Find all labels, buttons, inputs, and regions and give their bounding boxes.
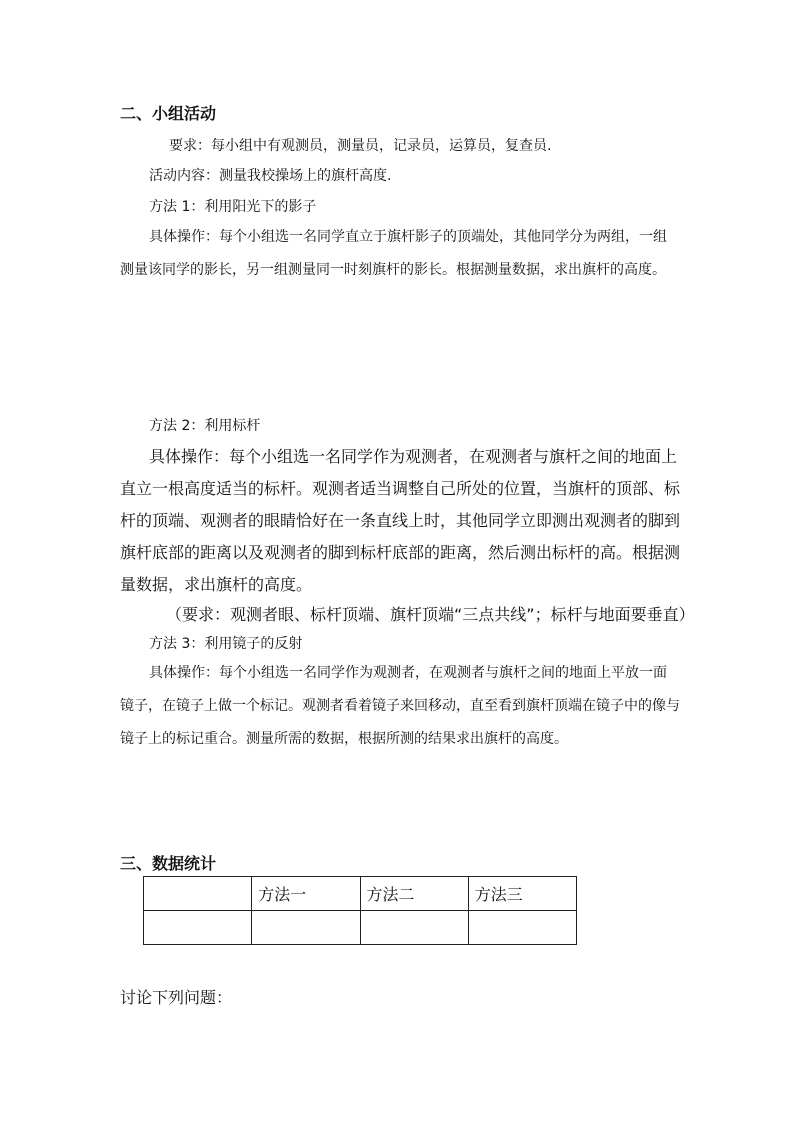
method2-line-4: 旗杆底部的距离以及观测者的脚到标杆底部的距离，然后测出标杆的高。根据测 bbox=[120, 543, 681, 562]
table-header-cell bbox=[144, 877, 252, 911]
discussion-prompt: 讨论下列问题： bbox=[120, 988, 233, 1007]
method1-title: 方法 1：利用阳光下的影子 bbox=[149, 199, 317, 215]
requirement-text: 要求：每小组中有观测员，测量员，记录员，运算员，复查员. bbox=[169, 138, 552, 154]
method3-title: 方法 3：利用镜子的反射 bbox=[149, 636, 303, 652]
table-header-cell: 方法三 bbox=[468, 877, 576, 911]
method3-line-3: 镜子上的标记重合。测量所需的数据，根据所测的结果求出旗杆的高度。 bbox=[120, 731, 568, 747]
method2-line-3: 杆的顶端、观测者的眼睛恰好在一条直线上时，其他同学立即测出观测者的脚到 bbox=[120, 511, 681, 530]
method2-note: （要求：观测者眼、标杆顶端、旗杆顶端“三点共线”；标杆与地面要垂直） bbox=[166, 605, 695, 624]
table-cell bbox=[468, 911, 576, 945]
method3-line-2: 镜子，在镜子上做一个标记。观测者看着镜子来回移动，直至看到旗杆顶端在镜子中的像与 bbox=[120, 698, 680, 714]
table-row bbox=[144, 911, 577, 945]
table-cell bbox=[144, 911, 252, 945]
section-heading-data-statistics: 三、数据统计 bbox=[120, 854, 217, 873]
method1-line-1: 具体操作：每个小组选一名同学直立于旗杆影子的顶端处，其他同学分为两组，一组 bbox=[149, 229, 667, 245]
table-cell bbox=[252, 911, 360, 945]
method1-line-2: 测量该同学的影长，另一组测量同一时刻旗杆的影长。根据测量数据，求出旗杆的高度。 bbox=[120, 262, 666, 278]
activity-content-text: 活动内容：测量我校操场上的旗杆高度. bbox=[149, 168, 392, 184]
table-header-row bbox=[144, 877, 577, 911]
table-header-cell: 方法一 bbox=[252, 877, 360, 911]
section-heading-group-activity: 二、小组活动 bbox=[120, 104, 217, 123]
method2-line-5: 量数据，求出旗杆的高度。 bbox=[120, 575, 313, 594]
method2-line-2: 直立一根高度适当的标杆。观测者适当调整自己所处的位置，当旗杆的顶部、标 bbox=[120, 479, 681, 498]
table-header-cell: 方法二 bbox=[360, 877, 468, 911]
method2-title: 方法 2：利用标杆 bbox=[149, 418, 261, 434]
data-table bbox=[143, 876, 577, 945]
method3-line-1: 具体操作：每个小组选一名同学作为观测者，在观测者与旗杆之间的地面上平放一面 bbox=[149, 665, 667, 681]
table-cell bbox=[360, 911, 468, 945]
method2-line-1: 具体操作：每个小组选一名同学作为观测者，在观测者与旗杆之间的地面上 bbox=[149, 447, 678, 466]
